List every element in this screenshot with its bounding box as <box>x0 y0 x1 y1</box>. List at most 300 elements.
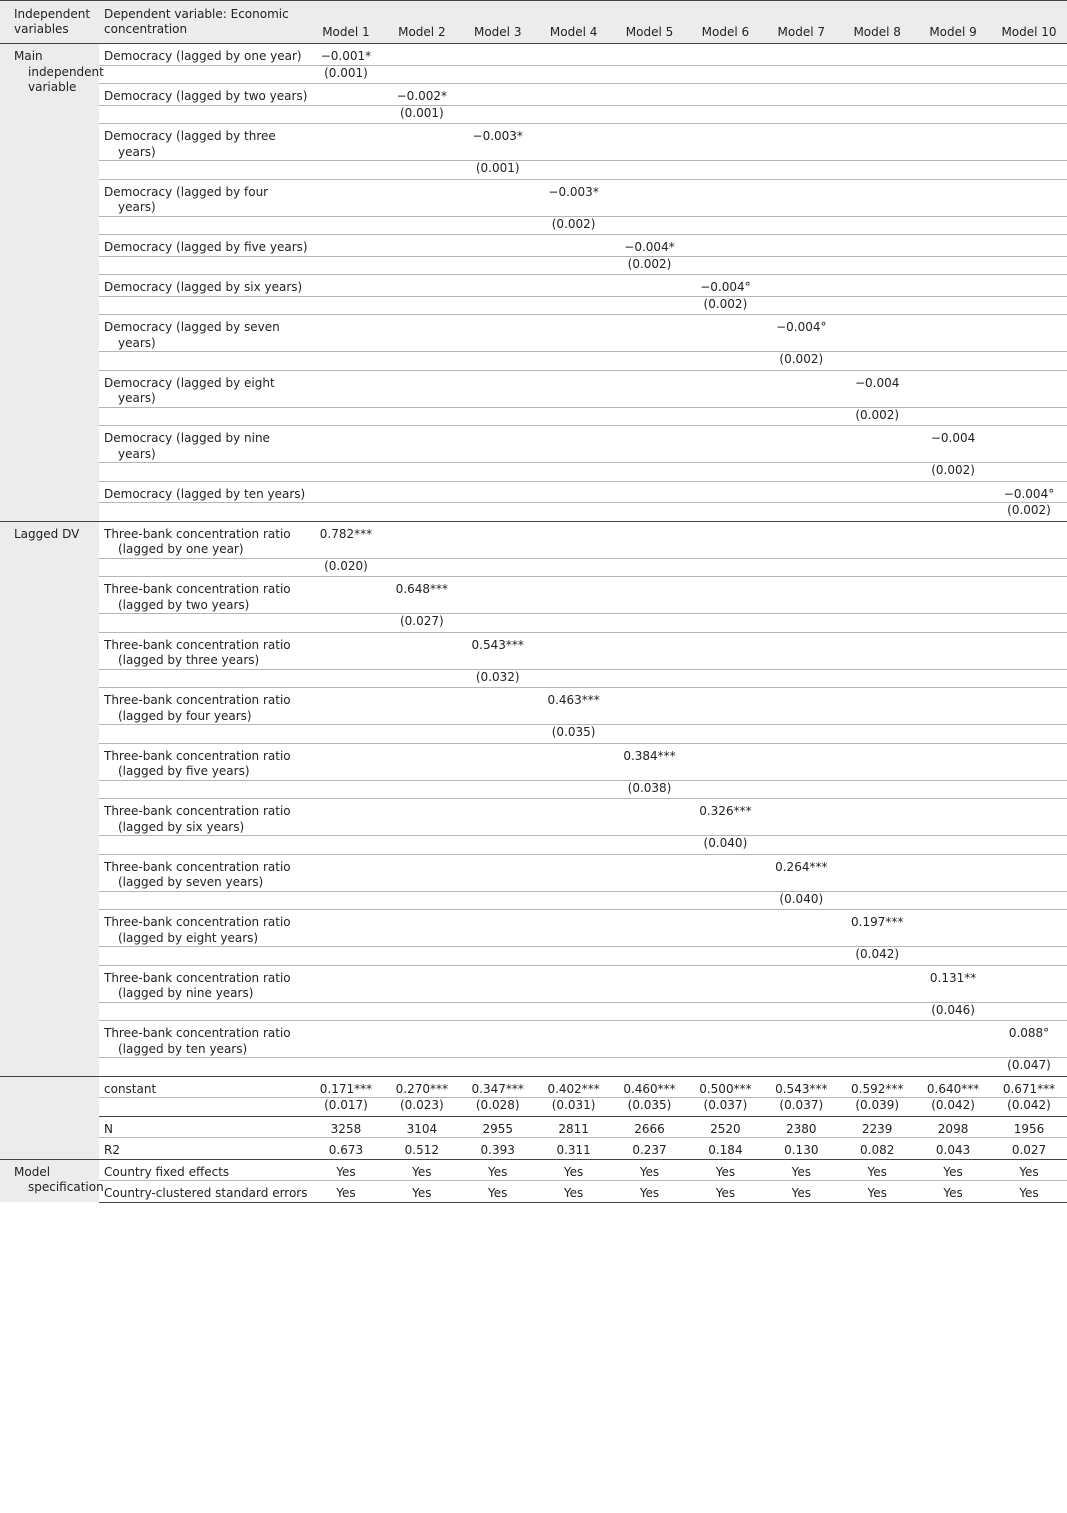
n-cell: 2666 <box>612 1116 688 1138</box>
democracy-se-cell <box>991 216 1067 235</box>
lagged-dv-coef-cell <box>687 688 763 725</box>
democracy-se-cell <box>687 463 763 482</box>
lagged-dv-coef-cell <box>687 743 763 780</box>
democracy-se-cell <box>763 65 839 84</box>
democracy-se-cell <box>460 352 536 371</box>
lagged-dv-coef-cell <box>915 910 991 947</box>
constant-coef-cell: 0.171*** <box>308 1076 384 1098</box>
lagged-dv-se-cell <box>460 891 536 910</box>
democracy-se-cell: (0.002) <box>991 503 1067 522</box>
democracy-coef-row <box>0 426 1067 463</box>
lagged-dv-coef-cell: 0.648*** <box>384 577 460 614</box>
r2-label-text: R2 <box>104 1143 120 1157</box>
lagged-dv-coef-cell <box>839 799 915 836</box>
lagged-dv-se-cell <box>384 725 460 744</box>
header-model-10: Model 10 <box>991 1 1067 44</box>
democracy-coef-cell <box>839 124 915 161</box>
lagged-dv-coef-cell <box>991 910 1067 947</box>
lagged-dv-se-label <box>99 1058 308 1077</box>
democracy-coef-row <box>0 315 1067 352</box>
lagged-dv-se-cell <box>991 891 1067 910</box>
lagged-dv-coef-row <box>0 688 1067 725</box>
democracy-coef-cell <box>991 370 1067 407</box>
lagged-dv-se-cell <box>763 669 839 688</box>
lagged-dv-se-label <box>99 780 308 799</box>
lagged-dv-coef-cell <box>384 1021 460 1058</box>
r2-cell: 0.027 <box>991 1138 1067 1160</box>
lagged-dv-label <box>99 1021 308 1058</box>
lagged-dv-coef-cell <box>460 688 536 725</box>
lagged-dv-se-cell <box>308 614 384 633</box>
democracy-label-text: Democracy (lagged by seven years) <box>104 320 280 350</box>
democracy-coef-cell <box>991 44 1067 66</box>
constant-coef-cell: 0.402*** <box>536 1076 612 1098</box>
group-main-independent-variable-text: Main independent variable <box>14 49 104 94</box>
democracy-coef-cell <box>991 235 1067 257</box>
democracy-coef-cell <box>839 426 915 463</box>
lagged-dv-coef-cell: 0.197*** <box>839 910 915 947</box>
democracy-se-cell <box>460 65 536 84</box>
r2-cell: 0.237 <box>612 1138 688 1160</box>
democracy-se-cell: (0.002) <box>687 296 763 315</box>
header-independent-variables: Independent variables <box>0 1 99 44</box>
democracy-se-row <box>0 463 1067 482</box>
democracy-se-cell <box>308 161 384 180</box>
lagged-dv-se-cell <box>915 614 991 633</box>
lagged-dv-se-cell <box>536 669 612 688</box>
constant-coef-cell: 0.270*** <box>384 1076 460 1098</box>
r2-cell: 0.130 <box>763 1138 839 1160</box>
democracy-se-cell <box>991 105 1067 124</box>
lagged-dv-se-label <box>99 836 308 855</box>
democracy-se-cell <box>536 463 612 482</box>
r2-cell: 0.673 <box>308 1138 384 1160</box>
democracy-se-cell <box>612 296 688 315</box>
lagged-dv-coef-cell <box>839 854 915 891</box>
democracy-se-cell <box>384 256 460 275</box>
democracy-coef-cell <box>763 44 839 66</box>
lagged-dv-coef-cell <box>763 632 839 669</box>
democracy-se-cell <box>460 463 536 482</box>
lagged-dv-se-cell <box>384 669 460 688</box>
democracy-se-cell <box>687 407 763 426</box>
lagged-dv-label-text: Three-bank concentration ratio (lagged by four years) <box>104 693 291 723</box>
lagged-dv-se-cell: (0.042) <box>839 947 915 966</box>
lagged-dv-coef-cell <box>460 521 536 558</box>
r2-cell: 0.043 <box>915 1138 991 1160</box>
lagged-dv-coef-cell <box>460 965 536 1002</box>
democracy-se-cell: (0.001) <box>460 161 536 180</box>
democracy-se-cell <box>915 296 991 315</box>
lagged-dv-coef-cell <box>915 799 991 836</box>
lagged-dv-se-row <box>0 1058 1067 1077</box>
n-cell: 2098 <box>915 1116 991 1138</box>
lagged-dv-se-cell <box>991 1002 1067 1021</box>
lagged-dv-coef-cell <box>991 632 1067 669</box>
r2-cell: 0.082 <box>839 1138 915 1160</box>
lagged-dv-coef-cell <box>536 854 612 891</box>
democracy-se-row <box>0 352 1067 371</box>
democracy-se-cell <box>991 65 1067 84</box>
democracy-label <box>99 426 308 463</box>
democracy-label <box>99 275 308 297</box>
lagged-dv-se-cell <box>384 1002 460 1021</box>
democracy-coef-cell <box>687 315 763 352</box>
democracy-label-text: Democracy (lagged by nine years) <box>104 431 270 461</box>
clustered-se-cell: Yes <box>763 1181 839 1203</box>
lagged-dv-se-cell <box>384 891 460 910</box>
lagged-dv-se-cell <box>308 669 384 688</box>
democracy-coef-cell <box>308 426 384 463</box>
clustered-se-cell: Yes <box>536 1181 612 1203</box>
lagged-dv-label <box>99 910 308 947</box>
r2-cell: 0.184 <box>687 1138 763 1160</box>
democracy-se-cell <box>915 161 991 180</box>
democracy-coef-cell <box>839 44 915 66</box>
constant-se-cell: (0.035) <box>612 1098 688 1117</box>
lagged-dv-se-cell: (0.027) <box>384 614 460 633</box>
lagged-dv-coef-cell <box>384 743 460 780</box>
democracy-coef-cell <box>460 84 536 106</box>
lagged-dv-se-cell <box>612 891 688 910</box>
democracy-label-text: Democracy (lagged by six years) <box>104 280 303 294</box>
democracy-coef-cell <box>384 315 460 352</box>
lagged-dv-coef-cell <box>536 1021 612 1058</box>
constant-se-cell: (0.023) <box>384 1098 460 1117</box>
lagged-dv-coef-cell <box>612 688 688 725</box>
lagged-dv-coef-cell <box>991 854 1067 891</box>
lagged-dv-se-cell <box>991 558 1067 577</box>
n-label <box>99 1116 308 1138</box>
n-cell: 2955 <box>460 1116 536 1138</box>
lagged-dv-se-cell <box>384 558 460 577</box>
lagged-dv-coef-cell <box>991 688 1067 725</box>
democracy-se-row <box>0 296 1067 315</box>
lagged-dv-se-cell <box>536 558 612 577</box>
header-model-9: Model 9 <box>915 1 991 44</box>
democracy-coef-cell <box>612 124 688 161</box>
democracy-coef-cell <box>763 179 839 216</box>
lagged-dv-se-cell <box>612 1002 688 1021</box>
democracy-coef-cell <box>612 426 688 463</box>
lagged-dv-se-cell <box>687 725 763 744</box>
lagged-dv-coef-cell <box>991 521 1067 558</box>
lagged-dv-coef-cell <box>536 632 612 669</box>
header-model-3: Model 3 <box>460 1 536 44</box>
fixed-effects-cell: Yes <box>687 1159 763 1181</box>
table-body <box>0 44 1067 1203</box>
democracy-se-cell <box>763 296 839 315</box>
democracy-coef-cell <box>460 481 536 503</box>
democracy-coef-cell: −0.002* <box>384 84 460 106</box>
democracy-se-cell <box>308 503 384 522</box>
democracy-se-cell: (0.001) <box>308 65 384 84</box>
democracy-se-cell <box>839 256 915 275</box>
lagged-dv-se-cell <box>915 1058 991 1077</box>
democracy-se-row <box>0 503 1067 522</box>
constant-se-cell: (0.031) <box>536 1098 612 1117</box>
lagged-dv-coef-cell <box>915 521 991 558</box>
lagged-dv-coef-cell <box>460 854 536 891</box>
lagged-dv-label <box>99 743 308 780</box>
lagged-dv-se-cell <box>991 780 1067 799</box>
constant-coef-cell: 0.460*** <box>612 1076 688 1098</box>
democracy-se-cell <box>612 161 688 180</box>
lagged-dv-se-cell <box>763 614 839 633</box>
n-row <box>0 1116 1067 1138</box>
democracy-se-cell <box>687 65 763 84</box>
democracy-coef-cell <box>308 315 384 352</box>
lagged-dv-se-cell <box>612 947 688 966</box>
democracy-se-label <box>99 216 308 235</box>
lagged-dv-se-cell <box>308 947 384 966</box>
fixed-effects-label <box>99 1159 308 1181</box>
lagged-dv-se-cell <box>308 1058 384 1077</box>
democracy-se-cell <box>308 407 384 426</box>
lagged-dv-se-cell <box>839 891 915 910</box>
lagged-dv-se-cell <box>612 669 688 688</box>
democracy-coef-cell: −0.004° <box>687 275 763 297</box>
democracy-se-cell <box>991 407 1067 426</box>
n-cell: 2811 <box>536 1116 612 1138</box>
democracy-se-label <box>99 352 308 371</box>
democracy-se-cell <box>536 407 612 426</box>
lagged-dv-coef-cell <box>384 688 460 725</box>
democracy-coef-cell <box>536 84 612 106</box>
democracy-se-row <box>0 105 1067 124</box>
lagged-dv-se-cell <box>612 558 688 577</box>
lagged-dv-coef-cell: 0.543*** <box>460 632 536 669</box>
democracy-se-label <box>99 503 308 522</box>
democracy-coef-cell <box>308 179 384 216</box>
democracy-se-cell <box>839 216 915 235</box>
democracy-se-cell <box>839 352 915 371</box>
lagged-dv-coef-cell <box>460 1021 536 1058</box>
fixed-effects-cell: Yes <box>460 1159 536 1181</box>
lagged-dv-coef-cell <box>915 1021 991 1058</box>
fixed-effects-cell: Yes <box>763 1159 839 1181</box>
lagged-dv-coef-cell: 0.131** <box>915 965 991 1002</box>
fixed-effects-cell: Yes <box>915 1159 991 1181</box>
lagged-dv-coef-row <box>0 965 1067 1002</box>
democracy-se-cell: (0.002) <box>612 256 688 275</box>
lagged-dv-coef-cell <box>308 854 384 891</box>
group-main-independent-variable <box>0 44 104 522</box>
democracy-coef-row <box>0 235 1067 257</box>
lagged-dv-coef-row <box>0 910 1067 947</box>
democracy-se-cell <box>536 161 612 180</box>
lagged-dv-label <box>99 577 308 614</box>
lagged-dv-se-cell <box>915 947 991 966</box>
lagged-dv-se-cell: (0.032) <box>460 669 536 688</box>
lagged-dv-se-cell <box>839 1002 915 1021</box>
democracy-se-cell <box>308 216 384 235</box>
democracy-coef-cell <box>460 235 536 257</box>
lagged-dv-coef-cell <box>991 577 1067 614</box>
democracy-se-cell <box>612 105 688 124</box>
lagged-dv-se-cell <box>915 725 991 744</box>
lagged-dv-se-cell <box>991 947 1067 966</box>
democracy-coef-cell <box>763 481 839 503</box>
lagged-dv-se-cell <box>536 1002 612 1021</box>
lagged-dv-coef-row <box>0 1021 1067 1058</box>
lagged-dv-coef-cell <box>384 854 460 891</box>
n-cell: 1956 <box>991 1116 1067 1138</box>
democracy-se-label <box>99 296 308 315</box>
clustered-se-cell: Yes <box>839 1181 915 1203</box>
democracy-coef-cell <box>384 275 460 297</box>
lagged-dv-se-cell <box>915 836 991 855</box>
lagged-dv-coef-cell: 0.264*** <box>763 854 839 891</box>
democracy-coef-cell <box>763 84 839 106</box>
democracy-coef-cell <box>839 315 915 352</box>
lagged-dv-se-row <box>0 558 1067 577</box>
lagged-dv-coef-cell <box>612 1021 688 1058</box>
header-model-6: Model 6 <box>687 1 763 44</box>
lagged-dv-se-cell <box>687 780 763 799</box>
lagged-dv-se-cell <box>536 614 612 633</box>
header-model-7: Model 7 <box>763 1 839 44</box>
constant-coef-cell: 0.592*** <box>839 1076 915 1098</box>
lagged-dv-se-cell <box>687 614 763 633</box>
lagged-dv-se-cell <box>308 725 384 744</box>
lagged-dv-se-row <box>0 891 1067 910</box>
lagged-dv-se-row <box>0 614 1067 633</box>
n-cell: 2239 <box>839 1116 915 1138</box>
lagged-dv-coef-cell <box>612 632 688 669</box>
democracy-label <box>99 124 308 161</box>
democracy-se-cell <box>460 216 536 235</box>
lagged-dv-se-cell: (0.040) <box>763 891 839 910</box>
democracy-se-cell <box>460 407 536 426</box>
lagged-dv-label <box>99 521 308 558</box>
constant-label <box>99 1076 308 1098</box>
democracy-coef-cell <box>839 481 915 503</box>
constant-se-cell: (0.028) <box>460 1098 536 1117</box>
lagged-dv-coef-cell <box>687 632 763 669</box>
lagged-dv-coef-cell <box>308 799 384 836</box>
democracy-se-cell <box>915 352 991 371</box>
lagged-dv-label-text: Three-bank concentration ratio (lagged by six years) <box>104 804 291 834</box>
democracy-coef-cell <box>915 44 991 66</box>
header-model-4: Model 4 <box>536 1 612 44</box>
constant-label-text: constant <box>104 1081 157 1096</box>
democracy-coef-cell <box>536 235 612 257</box>
democracy-coef-cell <box>687 235 763 257</box>
democracy-se-cell <box>384 216 460 235</box>
democracy-se-cell <box>687 105 763 124</box>
lagged-dv-se-cell <box>763 558 839 577</box>
democracy-se-cell <box>991 256 1067 275</box>
democracy-coef-cell <box>460 426 536 463</box>
democracy-se-row <box>0 216 1067 235</box>
lagged-dv-coef-cell <box>763 799 839 836</box>
lagged-dv-coef-cell <box>915 743 991 780</box>
lagged-dv-se-cell <box>460 947 536 966</box>
democracy-se-row <box>0 256 1067 275</box>
democracy-se-cell: (0.002) <box>536 216 612 235</box>
democracy-se-cell <box>536 256 612 275</box>
democracy-coef-cell <box>612 44 688 66</box>
democracy-coef-cell <box>991 275 1067 297</box>
democracy-se-cell <box>763 256 839 275</box>
lagged-dv-se-cell <box>687 1058 763 1077</box>
lagged-dv-label-text: Three-bank concentration ratio (lagged by two years) <box>104 582 291 612</box>
democracy-coef-cell <box>536 275 612 297</box>
democracy-label-text: Democracy (lagged by eight years) <box>104 375 275 405</box>
lagged-dv-se-cell <box>839 780 915 799</box>
democracy-coef-cell <box>536 426 612 463</box>
democracy-se-cell <box>763 105 839 124</box>
lagged-dv-se-cell <box>460 780 536 799</box>
lagged-dv-label-text: Three-bank concentration ratio (lagged by eight years) <box>104 915 291 945</box>
democracy-se-cell <box>839 105 915 124</box>
lagged-dv-se-cell: (0.040) <box>687 836 763 855</box>
democracy-se-cell <box>839 65 915 84</box>
lagged-dv-coef-cell <box>991 965 1067 1002</box>
lagged-dv-se-cell <box>308 1002 384 1021</box>
lagged-dv-se-cell <box>384 1058 460 1077</box>
democracy-se-label <box>99 65 308 84</box>
lagged-dv-coef-cell <box>687 521 763 558</box>
lagged-dv-se-cell <box>763 780 839 799</box>
lagged-dv-se-cell <box>536 947 612 966</box>
lagged-dv-coef-cell <box>687 1021 763 1058</box>
democracy-coef-cell <box>839 235 915 257</box>
lagged-dv-se-cell <box>915 669 991 688</box>
democracy-se-cell <box>839 296 915 315</box>
democracy-coef-cell <box>915 235 991 257</box>
democracy-se-cell <box>915 407 991 426</box>
clustered-se-label <box>99 1181 308 1203</box>
lagged-dv-se-cell <box>612 1058 688 1077</box>
democracy-se-cell <box>612 463 688 482</box>
constant-se-cell: (0.017) <box>308 1098 384 1117</box>
democracy-coef-cell <box>839 275 915 297</box>
democracy-se-cell <box>308 296 384 315</box>
constant-se-label <box>99 1098 308 1117</box>
lagged-dv-coef-cell <box>839 577 915 614</box>
constant-se-row <box>0 1098 1067 1117</box>
democracy-se-cell <box>763 503 839 522</box>
democracy-se-cell: (0.001) <box>384 105 460 124</box>
lagged-dv-coef-cell <box>763 688 839 725</box>
lagged-dv-se-cell <box>991 614 1067 633</box>
lagged-dv-coef-cell <box>384 965 460 1002</box>
democracy-se-cell <box>763 463 839 482</box>
democracy-coef-cell <box>763 275 839 297</box>
lagged-dv-se-cell <box>384 836 460 855</box>
lagged-dv-se-row <box>0 780 1067 799</box>
democracy-coef-row <box>0 370 1067 407</box>
lagged-dv-coef-cell <box>915 577 991 614</box>
constant-se-cell: (0.042) <box>915 1098 991 1117</box>
fixed-effects-cell: Yes <box>612 1159 688 1181</box>
lagged-dv-coef-cell <box>308 1021 384 1058</box>
democracy-coef-cell <box>536 124 612 161</box>
lagged-dv-coef-cell <box>536 521 612 558</box>
democracy-coef-cell <box>915 275 991 297</box>
lagged-dv-se-cell <box>763 836 839 855</box>
democracy-coef-cell <box>536 370 612 407</box>
lagged-dv-coef-cell <box>687 854 763 891</box>
lagged-dv-se-cell <box>839 725 915 744</box>
lagged-dv-se-cell <box>839 558 915 577</box>
lagged-dv-coef-cell <box>536 743 612 780</box>
democracy-label <box>99 84 308 106</box>
democracy-coef-cell <box>687 84 763 106</box>
democracy-coef-cell <box>612 84 688 106</box>
